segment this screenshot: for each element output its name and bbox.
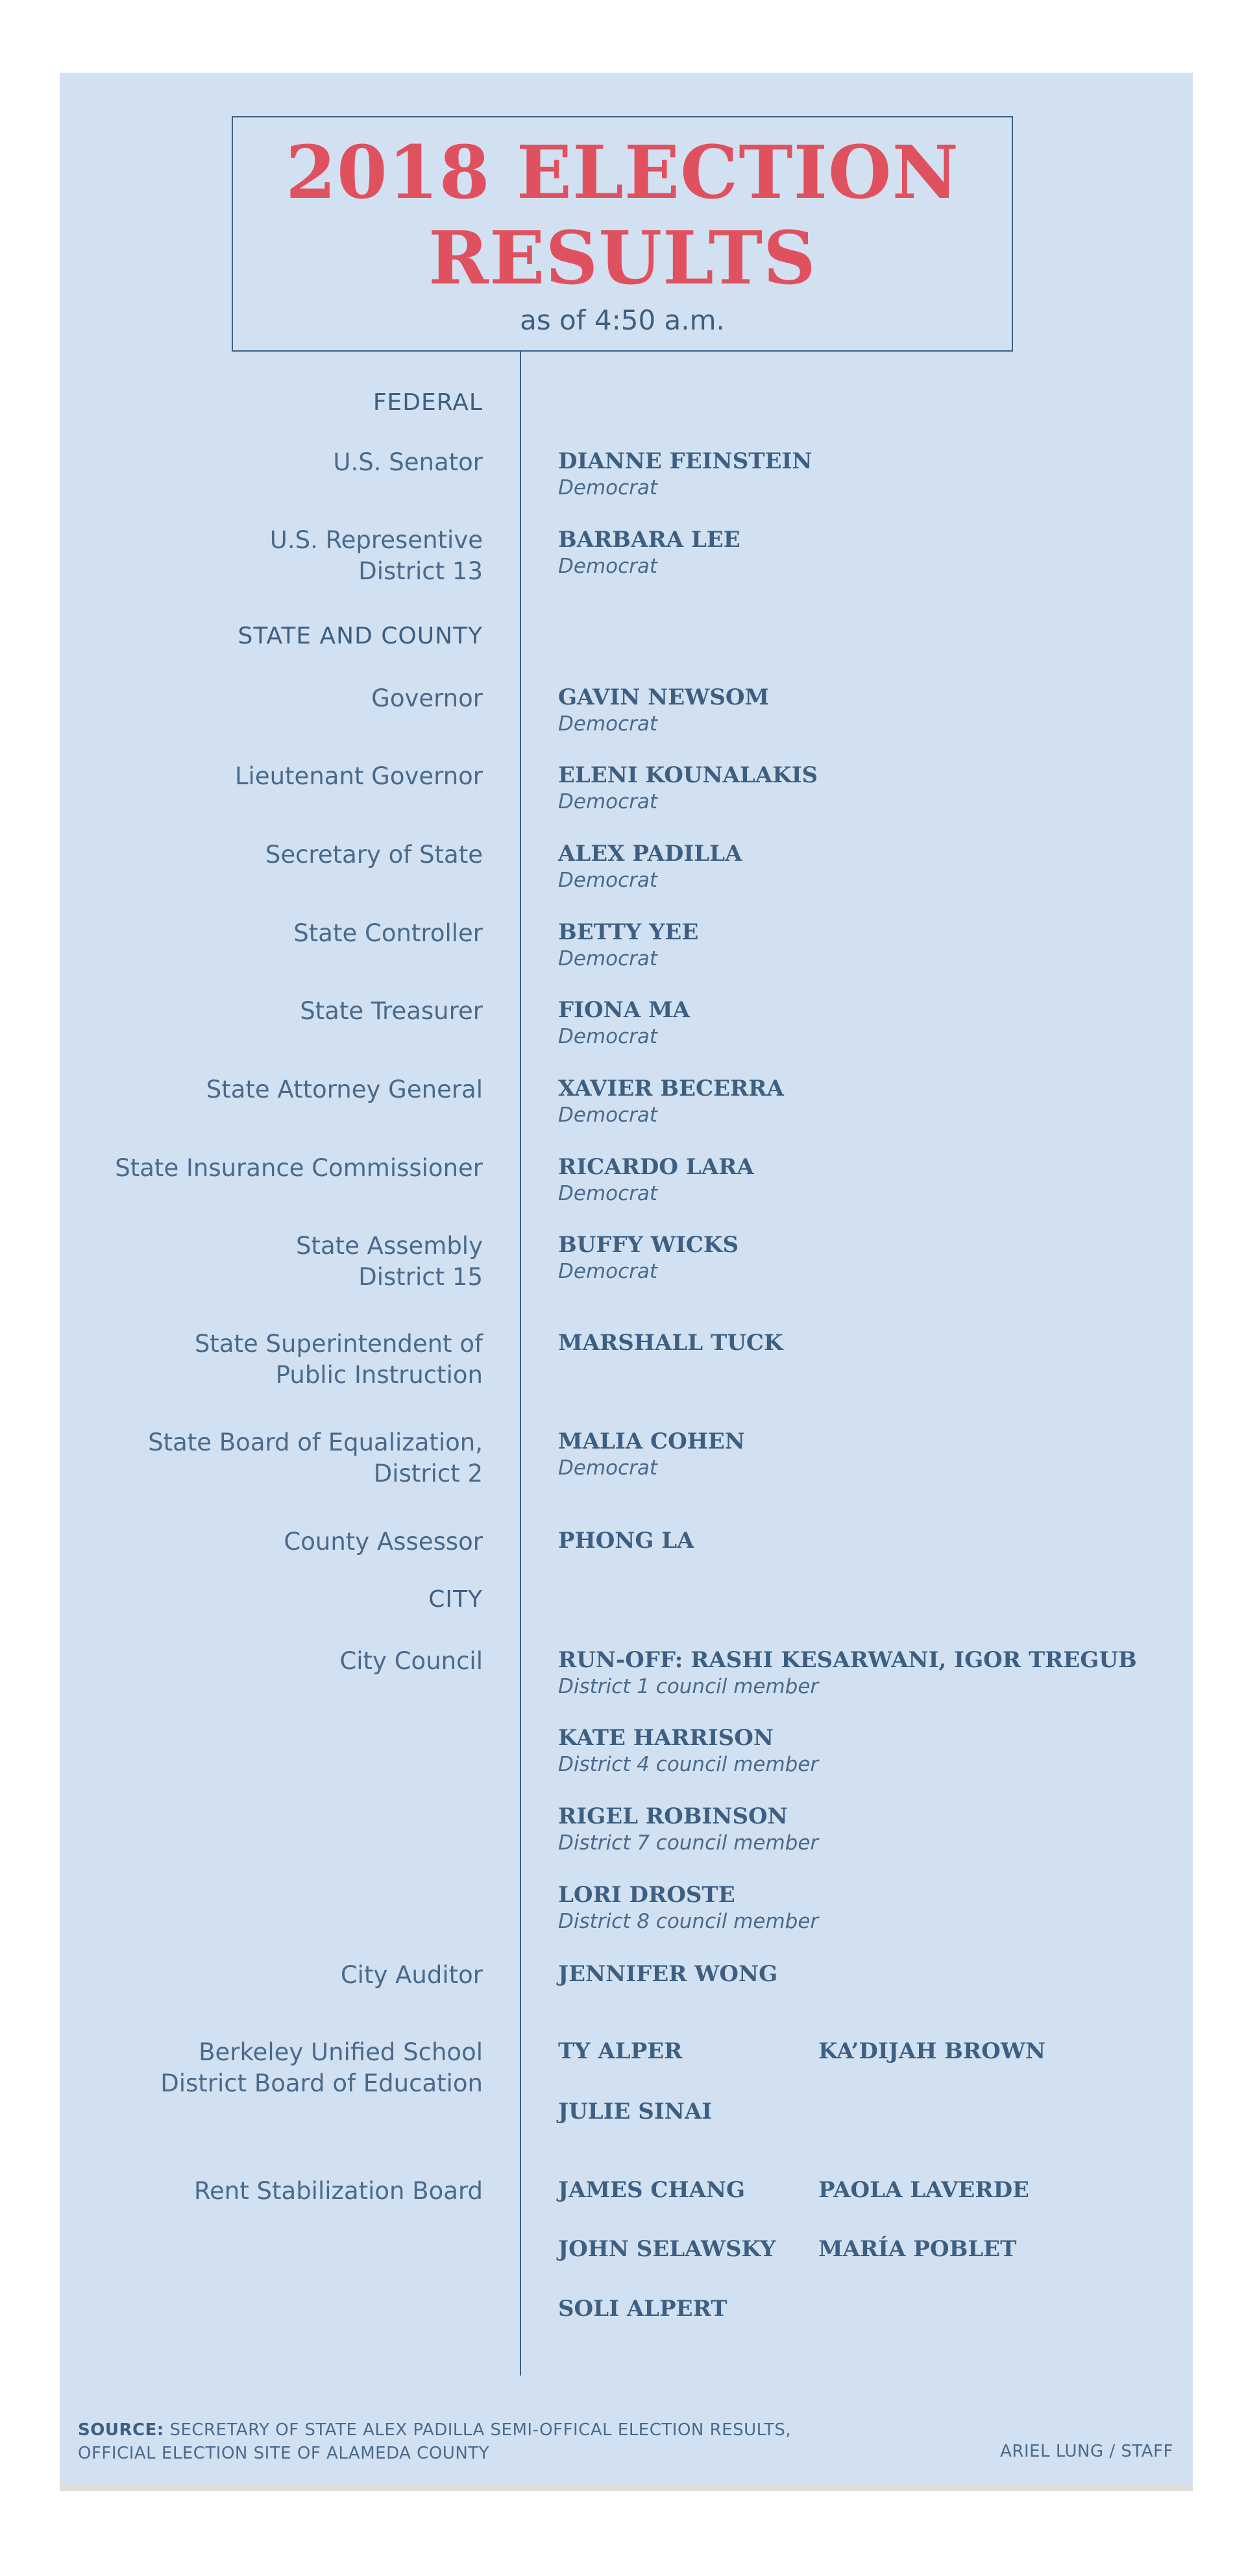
source-line-1: SECRETARY OF STATE ALEX PADILLA SEMI-OFFICAL ELECTION RESULTS, [169, 2420, 792, 2440]
candidate [818, 2176, 1029, 2204]
candidate-district: District 7 council member [558, 1831, 819, 1855]
office-label: County Assessor [284, 1528, 483, 1556]
office-label: State Controller [293, 919, 483, 947]
candidate-party: Democrat [558, 1182, 658, 1205]
office-label: State Assembly District 15 [295, 1232, 483, 1291]
office-label: U.S. Senator [333, 448, 483, 476]
candidate-name: PAOLA LAVERDE [818, 2177, 1029, 2203]
office-label: State Insurance Commissioner [115, 1154, 483, 1182]
candidate-party: Democrat [558, 712, 658, 736]
candidate [818, 2235, 1016, 2263]
candidate-party: Democrat [558, 1456, 658, 1480]
office-label: Berkeley Unified School District Board of Education [160, 2038, 483, 2097]
panel-bottom-edge [60, 2483, 1193, 2491]
office-label: City Auditor [340, 1961, 483, 1989]
title-line-1: 2018 ELECTION [285, 130, 959, 215]
candidate-name: JULIE SINAI [558, 2099, 713, 2125]
candidate-name: MARSHALL TUCK [558, 1330, 783, 1356]
update-time: as of 4:50 a.m. [520, 304, 725, 336]
candidate-name: GAVIN NEWSOM [558, 684, 770, 710]
candidate-name: TY ALPER [558, 2038, 683, 2064]
candidate-name: KA’DIJAH BROWN [818, 2038, 1046, 2064]
candidate-party: Democrat [558, 869, 658, 892]
candidate [558, 1428, 745, 1481]
candidate-name: ELENI KOUNALAKIS [558, 762, 818, 788]
candidate-name: ALEX PADILLA [558, 841, 742, 867]
candidate-name: MARÍA POBLET [818, 2236, 1017, 2262]
candidate [558, 1231, 739, 1284]
candidate-name: LORI DROSTE [558, 1882, 735, 1908]
section-city: CITY [428, 1586, 483, 1613]
candidate-party: Democrat [558, 1025, 658, 1048]
office-label: Secretary of State [265, 841, 483, 869]
candidate-name: BARBARA LEE [558, 527, 740, 553]
candidate-name: JENNIFER WONG [558, 1961, 778, 1987]
candidate-district: District 1 council member [558, 1675, 819, 1698]
candidate-district: District 8 council member [558, 1910, 819, 1933]
candidate-name: JAMES CHANG [558, 2177, 746, 2203]
candidate-name: JOHN SELAWSKY [558, 2236, 776, 2262]
source-note [78, 2418, 791, 2465]
candidate [558, 448, 812, 501]
office-label: State Treasurer [300, 997, 483, 1025]
candidate-name: RIGEL ROBINSON [558, 1803, 788, 1829]
candidate [558, 1527, 694, 1554]
candidate [558, 2295, 727, 2322]
candidate-party: Democrat [558, 555, 658, 578]
candidate [558, 1646, 1137, 1700]
candidate-name: DIANNE FEINSTEIN [558, 448, 812, 474]
credit: ARIEL LUNG / STAFF [1000, 2442, 1173, 2461]
candidate-name: MALIA COHEN [558, 1428, 745, 1454]
candidate-district: District 4 council member [558, 1753, 819, 1776]
candidate [558, 1881, 818, 1934]
section-federal: FEDERAL [373, 389, 483, 416]
title-box [232, 116, 1013, 352]
section-state-county: STATE AND COUNTY [238, 623, 483, 649]
office-label: City Council [339, 1647, 483, 1675]
candidate-party: Democrat [558, 1260, 658, 1283]
candidate [558, 1960, 777, 1988]
candidate [558, 1724, 818, 1777]
candidate-name: PHONG LA [558, 1528, 694, 1554]
candidate [558, 996, 690, 1050]
candidate-name: XAVIER BECERRA [558, 1076, 784, 1101]
candidate [558, 1153, 754, 1207]
candidate [558, 526, 740, 579]
candidate [558, 1075, 784, 1128]
candidate [558, 684, 769, 737]
office-label: U.S. Representive District 13 [269, 526, 483, 585]
candidate [558, 1803, 818, 1856]
candidate-name: RUN-OFF: RASHI KESARWANI, IGOR TREGUB [558, 1647, 1137, 1673]
candidate-party: Democrat [558, 947, 658, 970]
office-label: State Attorney General [206, 1076, 483, 1103]
candidate [558, 2098, 712, 2125]
office-label: State Superintendent of Public Instruction [194, 1330, 483, 1389]
candidate [558, 1329, 783, 1356]
candidate [558, 840, 742, 893]
candidate-name: SOLI ALPERT [558, 2296, 727, 2322]
candidate [558, 2038, 682, 2065]
office-label: Governor [371, 684, 483, 712]
candidate-name: BETTY YEE [558, 919, 699, 945]
candidate-name: FIONA MA [558, 997, 690, 1023]
candidate-party: Democrat [558, 1103, 658, 1127]
candidate [558, 919, 698, 972]
candidate-party: Democrat [558, 476, 658, 500]
candidate-party: Democrat [558, 790, 658, 813]
source-label: SOURCE: [78, 2420, 164, 2440]
office-label: State Board of Equalization, District 2 [148, 1428, 483, 1487]
page-title [233, 130, 1012, 302]
candidate-name: KATE HARRISON [558, 1725, 774, 1751]
candidate-name: BUFFY WICKS [558, 1232, 739, 1258]
source-line-2: OFFICIAL ELECTION SITE OF ALAMEDA COUNTY [78, 2444, 490, 2463]
title-line-2: RESULTS [428, 216, 816, 301]
center-divider [520, 352, 521, 2376]
candidate [558, 2235, 776, 2263]
candidate [558, 2176, 745, 2204]
candidate-name: RICARDO LARA [558, 1154, 754, 1180]
office-label: Lieutenant Governor [234, 762, 483, 790]
candidate [558, 762, 818, 815]
office-label: Rent Stabilization Board [194, 2177, 483, 2205]
candidate [818, 2038, 1045, 2065]
